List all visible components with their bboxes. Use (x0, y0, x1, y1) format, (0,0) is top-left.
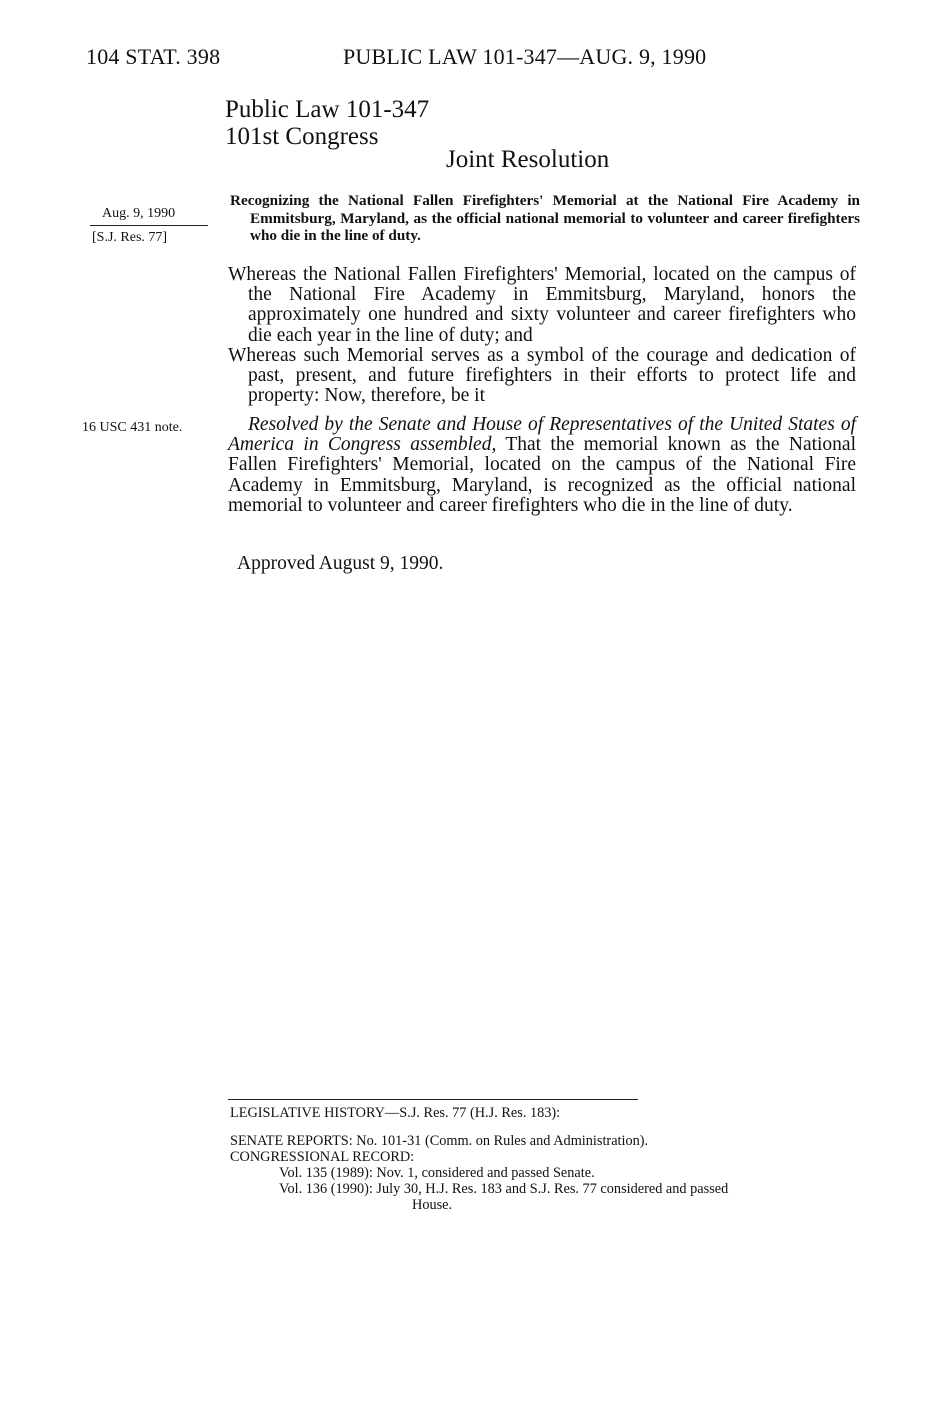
record-vol-136: Vol. 136 (1990): July 30, H.J. Res. 183 and S.J. Res. 77 considered and passed (279, 1181, 729, 1197)
whereas-clause-2: Whereas such Memorial serves as a symbol of the courage and dedication of past, present, and future firefighters in their efforts to protect life and property: Now, therefore, be it (228, 344, 856, 407)
senate-reports: SENATE REPORTS: No. 101-31 (Comm. on Rules and Administration). (230, 1133, 649, 1149)
margin-usc-citation: 16 USC 431 note. (82, 420, 183, 435)
running-title: PUBLIC LAW 101-347—AUG. 9, 1990 (343, 44, 707, 69)
resolution (228, 415, 856, 516)
public-law-number: Public Law 101-347 (225, 96, 430, 123)
approval-date: Approved August 9, 1990. (237, 553, 444, 574)
preamble (228, 265, 856, 406)
page-stat-number: 104 STAT. 398 (86, 44, 221, 69)
history-rule (228, 1099, 638, 1100)
summary-block (230, 192, 860, 245)
margin-date: Aug. 9, 1990 (102, 206, 176, 221)
legislative-history-heading: LEGISLATIVE HISTORY—S.J. Res. 77 (H.J. Res. 183): (230, 1105, 561, 1121)
congress-number: 101st Congress (225, 123, 379, 150)
resolution-paragraph (228, 415, 856, 516)
record-vol-135: Vol. 135 (1989): Nov. 1, considered and passed Senate. (279, 1165, 595, 1181)
whereas-clause-1: Whereas the National Fallen Firefighters' Memorial, located on the campus of the National Fire Academy in Emmitsburg, Maryland, honors the approximately one hundred and sixty volunteer and career firefighters who die each year in the line of duty; and (228, 264, 856, 346)
margin-bill-number: [S.J. Res. 77] (92, 230, 168, 245)
resolution-text: That the memorial known as the National Fallen Firefighters' Memorial, located on the campus of the National Fire Academy in Emmitsburg, Maryland, is recognized as the official national memorial to volunteer and career firefighters who die in the line of duty. (228, 434, 857, 516)
document-type: Joint Resolution (446, 146, 610, 173)
enacting-clause: Resolved by the Senate and House of Representatives of the United States of America in Congress assembled, (228, 414, 856, 456)
record-vol-136-cont: House. (412, 1197, 453, 1213)
summary-text: Recognizing the National Fallen Firefighters' Memorial at the National Fire Academy in Emmitsburg, Maryland, as the official national memorial to volunteer and career firefighters who die in the line of duty. (230, 192, 860, 244)
congressional-record-label: CONGRESSIONAL RECORD: (230, 1149, 415, 1165)
margin-divider (90, 225, 208, 226)
